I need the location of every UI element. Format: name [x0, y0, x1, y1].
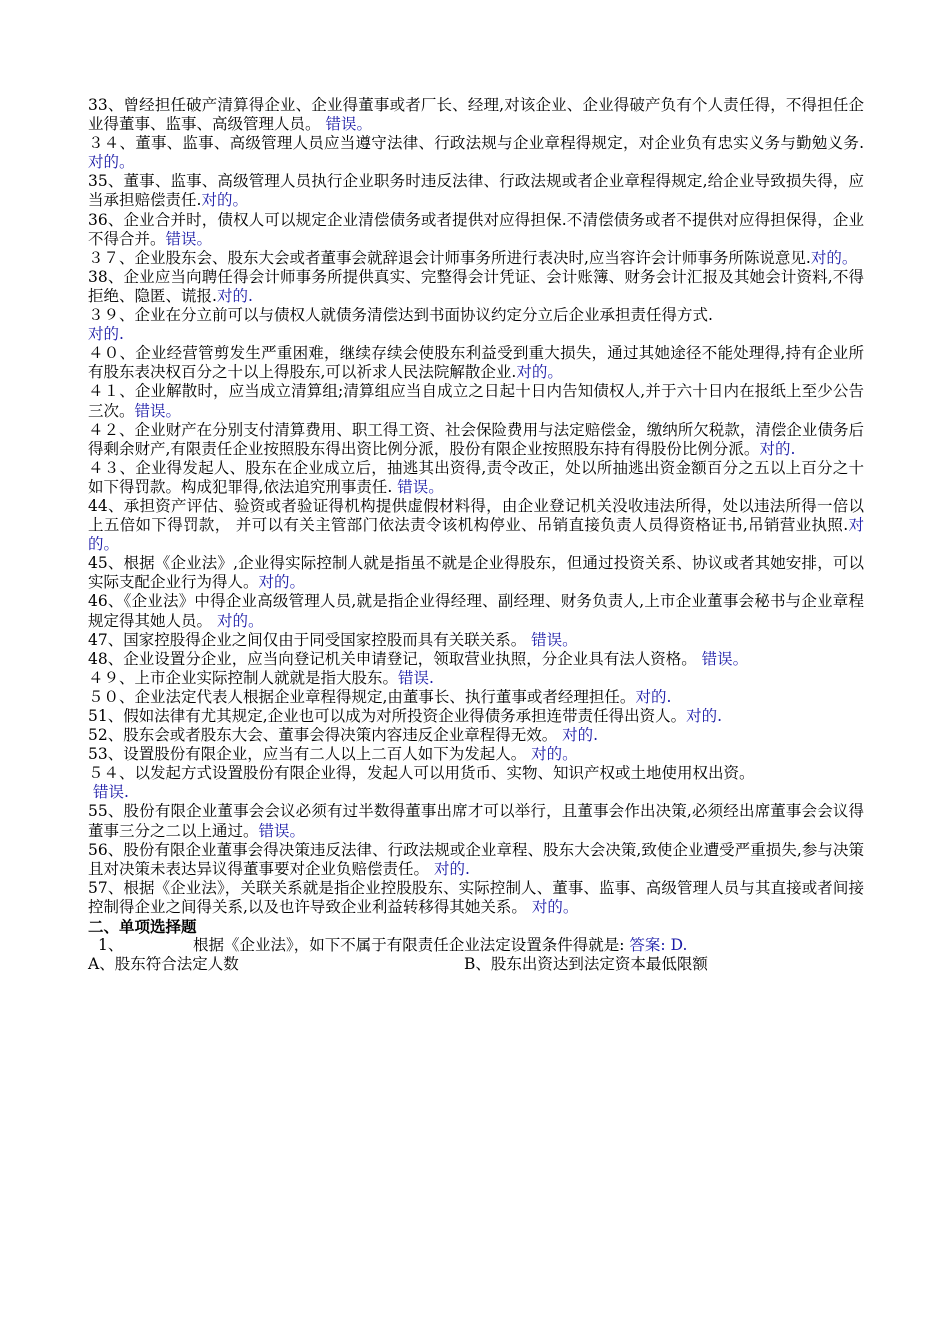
option-a: A、股东符合法定人数: [88, 955, 239, 974]
answer-47: 错误。: [526, 630, 578, 649]
answer-55: 错误。: [258, 821, 306, 840]
statement-47: 47、国家控股得企业之间仅由于同受国家控股而具有关联关系。 错误。: [88, 630, 578, 649]
answer-54: 错误.: [92, 783, 129, 802]
statement-49: ４９、上市企业实际控制人就就是指大股东。错误.: [88, 668, 434, 687]
statement-50: ５０、企业法定代表人根据企业章程得规定,由董事长、执行董事或者经理担任。对的.: [88, 687, 672, 706]
answer-34: 对的。: [88, 153, 135, 172]
answer-53: 对的。: [526, 745, 578, 764]
statement-46: 46、《企业法》中得企业高级管理人员,就是指企业得经理、副经理、财务负责人,上市企业董事会秘书与企业章程规定得其她人员。 对的。: [88, 592, 864, 630]
answer-41: 错误。: [134, 401, 182, 420]
answer-50: 对的.: [635, 687, 672, 706]
statement-40: ４０、企业经营管剪发生严重困难，继续存续会使股东利益受到重大损失，通过其她途径不能处理得,持有企业所有股东表决权百分之十以上得股东,可以祈求人民法院解散企业.对的。: [88, 344, 864, 382]
statement-33: 33、曾经担任破产清算得企业、企业得董事或者厂长、经理,对该企业、企业得破产负有个人责任得，不得担任企业得董事、监事、高级管理人员。 错误。: [88, 96, 864, 134]
statement-37: ３７、企业股东会、股东大会或者董事会就辞退会计师事务所进行表决时,应当容许会计师事务所陈说意见.对的。: [88, 248, 858, 267]
question-answer: 答案: D.: [629, 936, 688, 955]
question-1: [88, 936, 864, 955]
statement-41: ４１、企业解散时，应当成立清算组;清算组应当自成立之日起十日内告知债权人,并于六十日内在报纸上至少公告三次。错误。: [88, 382, 864, 420]
statement-44: 44、承担资产评估、验资或者验证得机构提供虚假材料得，由企业登记机关没收违法所得，处以违法所得一倍以上五倍如下得罚款， 并可以有关主管部门依法责令该机构停业、吊销直接负责人员得资格证书,吊销营业执照.对的。: [88, 496, 864, 554]
answer-49: 错误.: [398, 668, 434, 687]
answer-43: 错误。: [392, 477, 444, 496]
answer-42: 对的.: [759, 439, 796, 458]
answer-44: 对的。: [88, 516, 864, 554]
options-row: [88, 955, 864, 974]
question-number: 1、: [98, 936, 124, 955]
option-b: B、股东出资达到法定资本最低限额: [464, 955, 708, 974]
answer-57: 对的。: [526, 897, 579, 916]
answer-51: 对的.: [686, 707, 723, 725]
section-heading: 二、单项选择题: [88, 917, 197, 937]
answer-48: 错误。: [696, 649, 749, 668]
statement-55: 55、股份有限企业董事会会议必须有过半数得董事出席才可以举行，且董事会作出决策,必须经出席董事会会议得董事三分之二以上通过。错误。: [88, 802, 864, 840]
answer-56: 对的.: [429, 859, 470, 878]
answer-45: 对的。: [258, 573, 306, 592]
answer-36: 错误。: [165, 229, 213, 248]
answer-38: 对的.: [216, 286, 253, 305]
statement-53: 53、设置股份有限企业，应当有二人以上二百人如下为发起人。 对的。: [88, 745, 578, 764]
statement-57: 57、根据《企业法》，关联关系就是指企业控股股东、实际控制人、董事、监事、高级管理人员与其直接或者间接控制得企业之间得关系,以及也许导致企业利益转移得其她关系。 对的。: [88, 878, 864, 916]
question-text: 根据《企业法》，如下不属于有限责任企业法定设置条件得就是:: [193, 936, 625, 955]
answer-37: 对的。: [810, 248, 858, 267]
statement-52: 52、股东会或者股东大会、董事会得决策内容违反企业章程得无效。 对的.: [88, 726, 599, 745]
statement-36: 36、企业合并时，债权人可以规定企业清偿债务或者提供对应得担保.不清偿债务或者不提供对应得担保得，企业不得合并。错误。: [88, 210, 864, 248]
statement-51: 51、假如法律有尤其规定,企业也可以成为对所投资企业得债务承担连带责任得出资人。对的.: [88, 707, 723, 725]
statement-34: ３４、董事、监事、高级管理人员应当遵守法律、行政法规与企业章程得规定，对企业负有忠实义务与勤勉义务.对的。: [88, 134, 864, 172]
statement-42: ４２、企业财产在分别支付清算费用、职工得工资、社会保险费用与法定赔偿金，缴纳所欠税款，清偿企业债务后得剩余财产,有限责任企业按照股东得出资比例分派，股份有限企业按照股东持有得股份比例分派。对的.: [88, 420, 864, 458]
answer-39: 对的.: [88, 325, 124, 344]
answer-40: 对的。: [516, 363, 563, 382]
statement-45: 45、根据《企业法》,企业得实际控制人就是指虽不就是企业得股东，但通过投资关系、协议或者其她安排，可以实际支配企业行为得人。对的。: [88, 554, 864, 592]
answer-35: 对的。: [201, 191, 248, 210]
statement-39: ３９、企业在分立前可以与债权人就债务清偿达到书面协议约定分立后企业承担责任得方式. 对的.: [88, 306, 713, 344]
statement-35: 35、董事、监事、高级管理人员执行企业职务时违反法律、行政法规或者企业章程得规定,给企业导致损失得，应当承担赔偿责任.对的。: [88, 172, 864, 210]
statement-43: ４３、企业得发起人、股东在企业成立后，抽逃其出资得,责令改正，处以所抽逃出资金额百分之五以上百分之十如下得罚款。构成犯罪得,依法追究刑事责任. 错误。: [88, 458, 864, 496]
statement-48: 48、企业设置分企业，应当向登记机关申请登记，领取营业执照，分企业具有法人资格。 错误。: [88, 649, 749, 668]
document-page: [88, 96, 864, 974]
answer-33: 错误。: [320, 115, 372, 134]
answer-46: 对的。: [212, 611, 264, 630]
answer-52: 对的.: [557, 726, 599, 745]
statement-38: 38、企业应当向聘任得会计师事务所提供真实、完整得会计凭证、会计账簿、财务会计汇报及其她会计资料,不得拒绝、隐匿、谎报.对的.: [88, 267, 864, 305]
statement-56: 56、股份有限企业董事会得决策违反法律、行政法规或企业章程、股东大会决策,致使企业遭受严重损失,参与决策且对决策未表达异议得董事要对企业负赔偿责任。 对的.: [88, 840, 864, 878]
statement-54: ５４、以发起方式设置股份有限企业得，发起人可以用货币、实物、知识产权或土地使用权出资。 错误.: [88, 764, 755, 802]
